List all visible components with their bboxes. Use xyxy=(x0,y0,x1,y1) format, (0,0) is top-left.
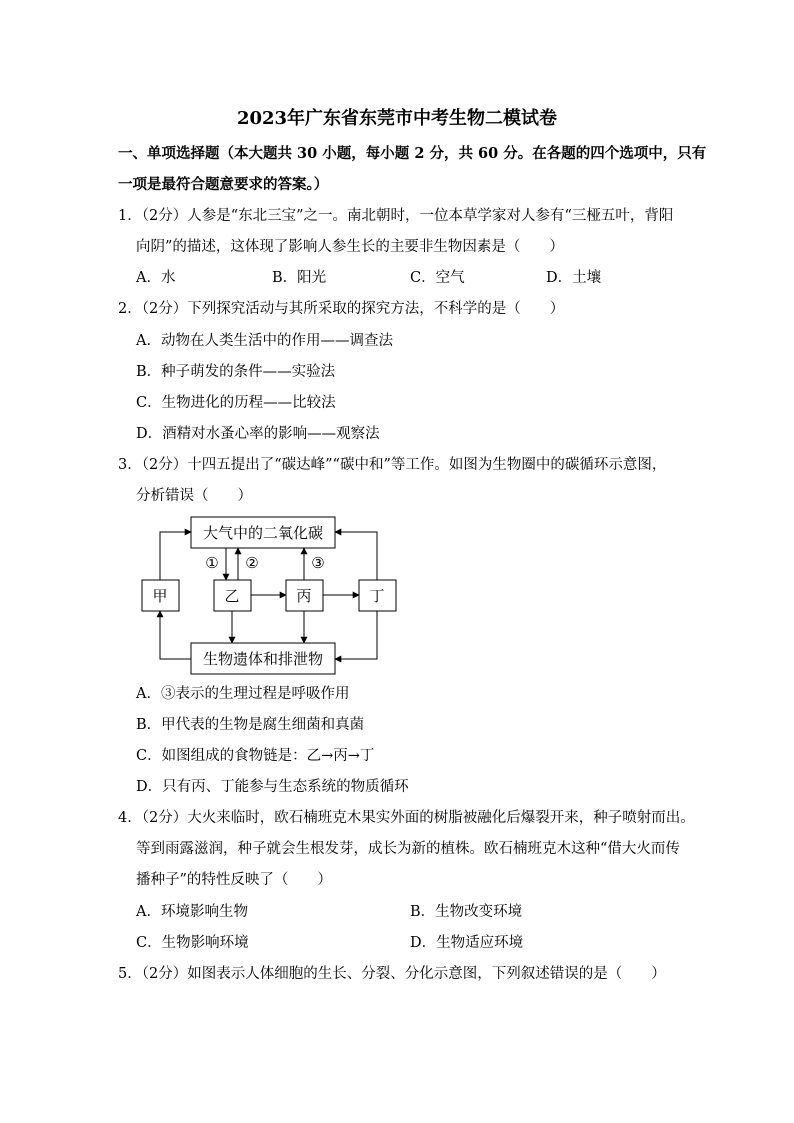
yi-label: 乙 xyxy=(224,587,240,605)
q1-stem-line-1: 1．（2分）人参是“东北三宝”之一。南北朝时，一位本草学家对人参有“三桠五叶，背阳 xyxy=(118,208,674,224)
q3-option-a[interactable]: A．③表示的生理过程是呼吸作用 xyxy=(136,686,350,702)
remains-label: 生物遗体和排泄物 xyxy=(202,650,324,668)
q4-option-d[interactable]: D．生物适应环境 xyxy=(410,935,524,951)
q4-stem-line-1: 4．（2分）大火来临时，欧石楠班克木果实外面的树脂被融化后爆裂开来，种子喷射而出。 xyxy=(118,810,695,826)
q4-option-a[interactable]: A．环境影响生物 xyxy=(136,904,248,920)
q2-stem-line-1: 2．（2分）下列探究活动与其所采取的探究方法，不科学的是（ ） xyxy=(118,301,565,317)
q1-option-c[interactable]: C．空气 xyxy=(410,270,465,286)
process-2-label: ② xyxy=(245,554,259,572)
q4-option-c[interactable]: C．生物影响环境 xyxy=(136,935,249,951)
arrow-remains-to-jia xyxy=(160,611,191,659)
jia-label: 甲 xyxy=(152,587,168,605)
q1-stem-line-2: 向阴”的描述，这体现了影响人参生长的主要非生物因素是（ ） xyxy=(136,239,564,255)
section-heading-line-2: 一项是最符合题意要求的答案。） xyxy=(118,176,329,193)
q3-stem-line-2: 分析错误（ ） xyxy=(136,488,252,504)
q4-option-b[interactable]: B．生物改变环境 xyxy=(410,904,523,920)
arrow-ding-to-remains xyxy=(335,611,377,659)
q3-option-c[interactable]: C．如图组成的食物链是：乙→丙→丁 xyxy=(136,748,375,764)
process-3-label: ③ xyxy=(311,554,325,572)
q2-option-b[interactable]: B．种子萌发的条件——实验法 xyxy=(136,364,336,380)
q4-stem-line-3: 播种子”的特性反映了（ ） xyxy=(136,872,332,888)
q4-stem-line-2: 等到雨露滋润，种子就会生根发芽，成长为新的植株。欧石楠班克木这种“借大火而传 xyxy=(136,841,680,857)
atmosphere-label: 大气中的二氧化碳 xyxy=(202,524,324,542)
page-title: 2023年广东省东莞市中考生物二模试卷 xyxy=(236,108,558,129)
arrow-ding-to-atmosphere xyxy=(335,532,377,580)
arrow-jia-to-atmosphere xyxy=(160,532,191,580)
ding-label: 丁 xyxy=(369,587,385,605)
q3-option-b[interactable]: B．甲代表的生物是腐生细菌和真菌 xyxy=(136,717,365,733)
q2-option-d[interactable]: D．酒精对水蚤心率的影响——观察法 xyxy=(136,426,380,442)
q5-stem-line-1: 5．（2分）如图表示人体细胞的生长、分裂、分化示意图，下列叙述错误的是（ ） xyxy=(118,966,666,982)
bing-label: 丙 xyxy=(296,587,312,605)
q1-option-d[interactable]: D．土壤 xyxy=(546,270,602,286)
q1-option-a[interactable]: A．水 xyxy=(136,270,176,286)
q2-option-c[interactable]: C．生物进化的历程——比较法 xyxy=(136,395,336,411)
q3-stem-line-1: 3．（2分）十四五提出了“碳达峰”“碳中和”等工作。如图为生物圈中的碳循环示意图， xyxy=(118,457,667,473)
q2-option-a[interactable]: A．动物在人类生活中的作用——调查法 xyxy=(136,333,393,349)
q3-option-d[interactable]: D．只有丙、丁能参与生态系统的物质循环 xyxy=(136,779,409,795)
section-heading-line-1: 一、单项选择题（本大题共 30 小题，每小题 2 分，共 60 分。在各题的四个选项中，只有 xyxy=(118,145,707,162)
process-1-label: ① xyxy=(205,554,219,572)
q1-option-b[interactable]: B．阳光 xyxy=(272,270,327,286)
